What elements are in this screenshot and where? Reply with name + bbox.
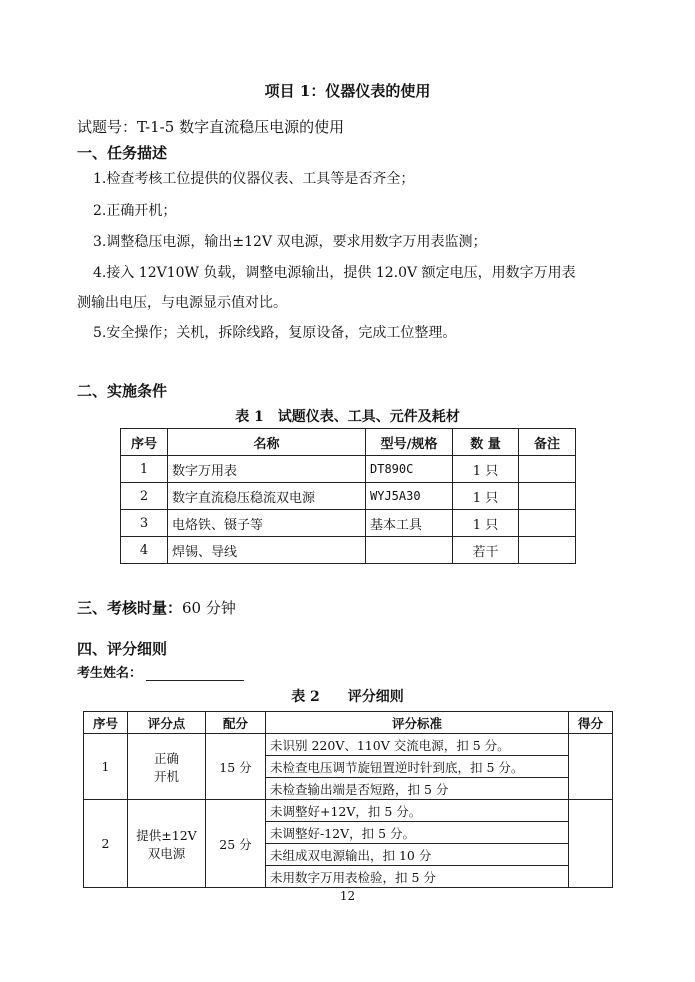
table-row [121, 510, 576, 537]
section1-heading: 一、任务描述 [77, 144, 168, 162]
header-cell: 评分标准 [266, 712, 569, 734]
cell-no: 2 [84, 800, 128, 888]
cell-criterion: 未调整好+12V，扣 5 分。 [266, 800, 569, 822]
page-title: 项目 1：仪器仪表的使用 [264, 82, 431, 100]
candidate-name-label: 考生姓名： [77, 666, 143, 681]
point-line: 双电源 [147, 845, 186, 861]
cell: 1 只 [453, 456, 519, 483]
point-line: 开机 [153, 768, 179, 784]
cell [519, 510, 576, 537]
table1-caption: 表 1 试题仪表、工具、元件及耗材 [235, 409, 460, 425]
header-cell: 配分 [206, 712, 266, 734]
header-cell: 备注 [519, 429, 576, 456]
cell-result [569, 734, 613, 800]
table-row [121, 537, 576, 564]
point-line: 提供±12V [136, 827, 197, 843]
cell: 3 [121, 510, 168, 537]
cell-criterion: 未组成双电源输出，扣 10 分 [266, 844, 569, 866]
section2-heading: 二、实施条件 [77, 382, 168, 400]
candidate-name-field[interactable] [146, 666, 244, 681]
header-cell: 评分点 [128, 712, 206, 734]
table-row [84, 734, 613, 756]
cell-point [128, 800, 206, 888]
header-cell: 序号 [121, 429, 168, 456]
task-item: 1.检查考核工位提供的仪器仪表、工具等是否齐全； [93, 171, 415, 187]
question-id: 试题号：T-1-5 数字直流稳压电源的使用 [77, 118, 345, 136]
cell: DT890C [366, 456, 453, 483]
table-row [121, 456, 576, 483]
cell-criterion: 未检查电压调节旋钮置逆时针到底，扣 5 分。 [266, 756, 569, 778]
cell: 基本工具 [366, 510, 453, 537]
cell: 电烙铁、镊子等 [168, 510, 366, 537]
cell: 若干 [453, 537, 519, 564]
cell: WYJ5A30 [366, 483, 453, 510]
cell [519, 483, 576, 510]
header-cell: 型号/规格 [366, 429, 453, 456]
cell-result [569, 800, 613, 888]
task-item: 3.调整稳压电源，输出±12V 双电源，要求用数字万用表监测； [93, 234, 487, 250]
cell: 数字直流稳压稳流双电源 [168, 483, 366, 510]
section4-heading: 四、评分细则 [77, 640, 168, 658]
table-row [121, 483, 576, 510]
duration-value: 60 分钟 [182, 599, 236, 617]
header-cell: 数 量 [453, 429, 519, 456]
cell: 焊锡、导线 [168, 537, 366, 564]
table-header-row [84, 712, 613, 734]
header-cell: 序号 [84, 712, 128, 734]
candidate-name-row [77, 662, 244, 681]
cell: 数字万用表 [168, 456, 366, 483]
header-cell: 名称 [168, 429, 366, 456]
table-header-row [121, 429, 576, 456]
cell-score: 15 分 [206, 734, 266, 800]
page-number: 12 [339, 889, 356, 903]
equipment-table [120, 428, 576, 564]
section3-heading: 三、考核时量： [77, 599, 183, 617]
task-item: 5.安全操作；关机，拆除线路，复原设备，完成工位整理。 [93, 325, 457, 341]
exam-duration [77, 597, 236, 618]
cell-criterion: 未调整好-12V，扣 5 分。 [266, 822, 569, 844]
cell [519, 537, 576, 564]
cell: 1 [121, 456, 168, 483]
task-item-continued: 测输出电压，与电源显示值对比。 [77, 295, 287, 311]
task-item: 2.正确开机； [93, 203, 177, 219]
header-cell: 得分 [569, 712, 613, 734]
cell: 2 [121, 483, 168, 510]
cell-no: 1 [84, 734, 128, 800]
table2-caption: 表 2 评分细则 [291, 689, 404, 705]
cell-criterion: 未用数字万用表检验，扣 5 分 [266, 866, 569, 888]
task-item: 4.接入 12V10W 负载，调整电源输出，提供 12.0V 额定电压，用数字万用表 [93, 265, 576, 281]
cell [519, 456, 576, 483]
cell-score: 25 分 [206, 800, 266, 888]
cell: 1 只 [453, 483, 519, 510]
cell [366, 537, 453, 564]
point-line: 正确 [153, 750, 179, 766]
cell-criterion: 未识别 220V、110V 交流电源，扣 5 分。 [266, 734, 569, 756]
cell: 1 只 [453, 510, 519, 537]
table-row [84, 800, 613, 822]
scoring-table [83, 711, 613, 888]
cell: 4 [121, 537, 168, 564]
cell-criterion: 未检查输出端是否短路，扣 5 分 [266, 778, 569, 800]
cell-point [128, 734, 206, 800]
